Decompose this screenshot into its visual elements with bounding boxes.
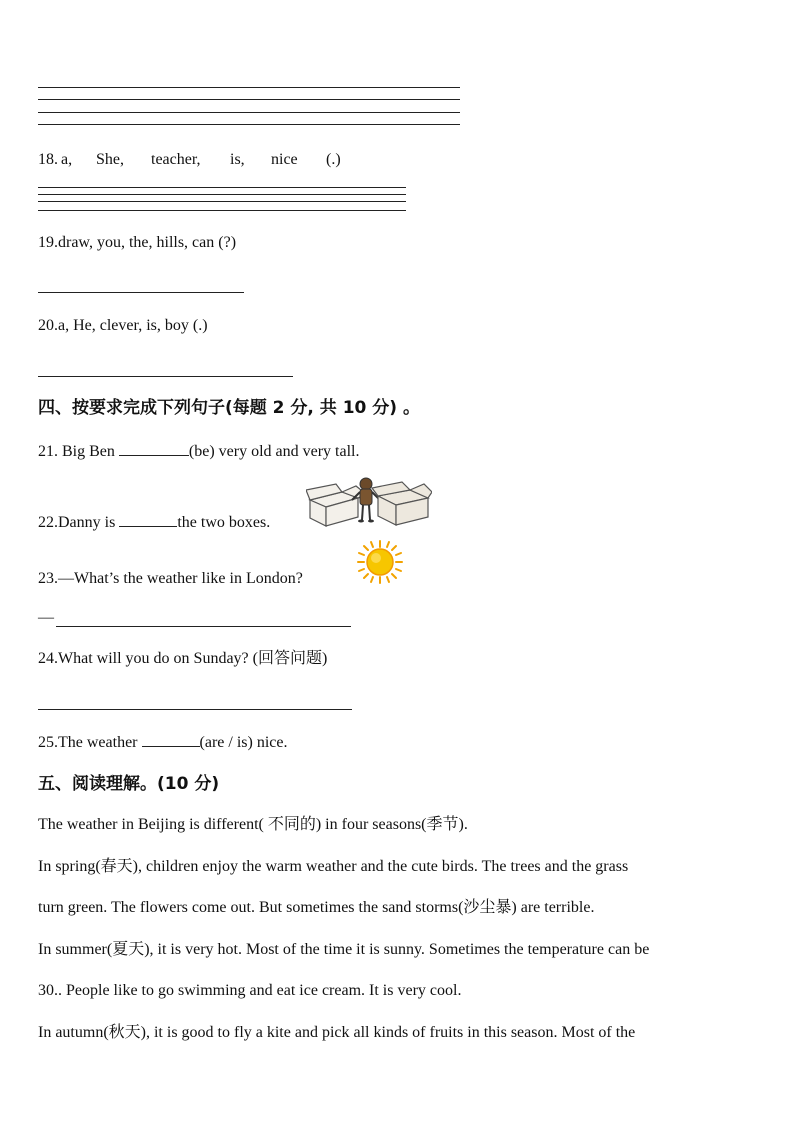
answer-line [38, 201, 406, 202]
answer-line [38, 194, 406, 195]
question-24: 24.What will you do on Sunday? (回答问题) [38, 650, 328, 667]
answer-line [38, 187, 406, 188]
sun-icon [356, 539, 404, 585]
word: (.) [326, 151, 341, 168]
answer-line [38, 210, 406, 211]
question-19: 19.draw, you, the, hills, can (?) [38, 234, 237, 251]
reading-line: In spring(春天), children enjoy the warm weather and the cute birds. The trees and the grass [38, 858, 629, 875]
word: a, [61, 151, 73, 168]
reading-line: turn green. The flowers come out. But sometimes the sand storms(沙尘暴) are terrible. [38, 899, 595, 916]
reading-line: The weather in Beijing is different( 不同的) in four seasons(季节). [38, 816, 468, 833]
answer-line [38, 124, 460, 125]
answer-line[interactable] [38, 376, 293, 377]
reading-line: In summer(夏天), it is very hot. Most of the time it is sunny. Sometimes the temperature can be [38, 941, 650, 958]
question-23: 23.—What’s the weather like in London? [38, 570, 303, 587]
question-text: the two boxes. [177, 514, 271, 531]
answer-line [38, 99, 460, 100]
answer-line[interactable] [38, 292, 244, 293]
question-18 [38, 150, 341, 170]
word: teacher, [151, 151, 201, 168]
question-text: 25.The weather [38, 734, 142, 751]
fill-blank[interactable] [119, 441, 189, 456]
question-text: (be) very old and very tall. [188, 443, 360, 460]
question-20: 20.a, He, clever, is, boy (.) [38, 317, 208, 334]
answer-line [38, 87, 460, 88]
reading-line: 30.. People like to go swimming and eat ice cream. It is very cool. [38, 982, 462, 999]
section-4-heading: 四、按要求完成下列句子(每题 2 分, 共 10 分) 。 [38, 398, 420, 418]
section-5-heading: 五、阅读理解。(10 分) [38, 774, 220, 794]
answer-line[interactable] [38, 709, 352, 710]
question-25 [38, 732, 287, 753]
word: is, [230, 151, 245, 168]
answer-line[interactable] [56, 626, 351, 627]
fill-blank[interactable] [142, 732, 200, 747]
question-22 [38, 512, 270, 533]
question-number: 18. [38, 151, 58, 168]
answer-line [38, 112, 460, 113]
reading-line: In autumn(秋天), it is good to fly a kite and pick all kinds of fruits in this season. Most of the [38, 1024, 636, 1041]
box-icon [372, 482, 432, 525]
boxes-illustration [306, 470, 432, 528]
question-21 [38, 441, 360, 462]
question-text: (are / is) nice. [199, 734, 288, 751]
question-text: 21. Big Ben [38, 443, 119, 460]
question-text: 22.Danny is [38, 514, 120, 531]
answer-dash: — [38, 609, 54, 626]
word: nice [271, 151, 298, 168]
box-icon [306, 484, 366, 526]
word: She, [96, 151, 124, 168]
fill-blank[interactable] [119, 512, 177, 527]
